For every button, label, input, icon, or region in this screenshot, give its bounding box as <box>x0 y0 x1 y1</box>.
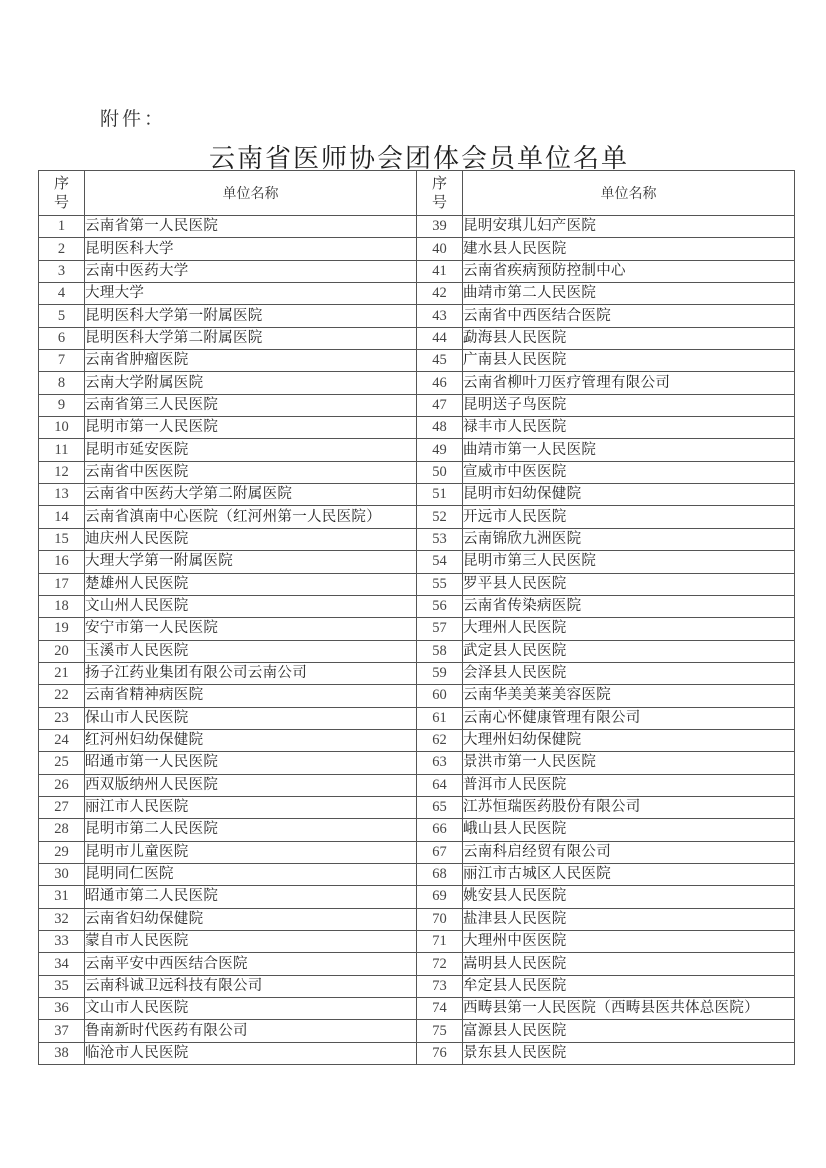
right-name-cell: 宣威市中医医院 <box>463 461 795 483</box>
left-seq-cell: 25 <box>39 752 85 774</box>
right-seq-cell: 56 <box>417 595 463 617</box>
left-name-cell: 云南科诚卫远科技有限公司 <box>85 975 417 997</box>
left-seq-cell: 18 <box>39 595 85 617</box>
left-seq-cell: 17 <box>39 573 85 595</box>
left-seq-cell: 24 <box>39 729 85 751</box>
right-seq-cell: 47 <box>417 394 463 416</box>
table-row <box>39 283 795 305</box>
right-seq-cell: 41 <box>417 260 463 282</box>
table-row <box>39 618 795 640</box>
attachment-label: 附件： <box>100 108 167 130</box>
left-name-cell: 昆明同仁医院 <box>85 863 417 885</box>
right-name-cell: 昆明安琪儿妇产医院 <box>463 216 795 238</box>
right-seq-cell: 54 <box>417 551 463 573</box>
left-name-cell: 云南省精神病医院 <box>85 685 417 707</box>
right-name-cell: 峨山县人民医院 <box>463 819 795 841</box>
right-seq-cell: 62 <box>417 729 463 751</box>
right-seq-cell: 67 <box>417 841 463 863</box>
left-name-cell: 昆明市第二人民医院 <box>85 819 417 841</box>
member-roster-table <box>38 170 795 1065</box>
table-row <box>39 417 795 439</box>
table-row <box>39 305 795 327</box>
left-seq-cell: 4 <box>39 283 85 305</box>
table-row <box>39 886 795 908</box>
right-name-cell: 昆明市第三人民医院 <box>463 551 795 573</box>
right-name-cell: 云南省中西医结合医院 <box>463 305 795 327</box>
left-seq-cell: 12 <box>39 461 85 483</box>
right-name-cell: 云南心怀健康管理有限公司 <box>463 707 795 729</box>
right-name-cell: 云南科启经贸有限公司 <box>463 841 795 863</box>
left-name-cell: 昭通市第一人民医院 <box>85 752 417 774</box>
right-name-cell: 广南县人民医院 <box>463 350 795 372</box>
right-seq-cell: 59 <box>417 662 463 684</box>
right-name-cell: 嵩明县人民医院 <box>463 953 795 975</box>
right-seq-cell: 72 <box>417 953 463 975</box>
right-name-cell: 云南省疾病预防控制中心 <box>463 260 795 282</box>
table-row <box>39 372 795 394</box>
left-seq-cell: 8 <box>39 372 85 394</box>
right-seq-cell: 75 <box>417 1020 463 1042</box>
left-name-cell: 昆明医科大学第一附属医院 <box>85 305 417 327</box>
left-name-cell: 昆明医科大学第二附属医院 <box>85 327 417 349</box>
left-seq-cell: 34 <box>39 953 85 975</box>
table-row <box>39 484 795 506</box>
left-seq-cell: 13 <box>39 484 85 506</box>
right-name-cell: 昆明市妇幼保健院 <box>463 484 795 506</box>
left-seq-cell: 10 <box>39 417 85 439</box>
table-row <box>39 394 795 416</box>
left-name-cell: 蒙自市人民医院 <box>85 931 417 953</box>
right-name-cell: 大理州中医医院 <box>463 931 795 953</box>
right-seq-cell: 71 <box>417 931 463 953</box>
table-row <box>39 551 795 573</box>
left-name-cell: 大理大学 <box>85 283 417 305</box>
right-seq-cell: 68 <box>417 863 463 885</box>
table-row <box>39 595 795 617</box>
left-seq-cell: 23 <box>39 707 85 729</box>
right-name-cell: 会泽县人民医院 <box>463 662 795 684</box>
right-seq-cell: 45 <box>417 350 463 372</box>
right-name-cell: 大理州人民医院 <box>463 618 795 640</box>
left-name-cell: 云南平安中西医结合医院 <box>85 953 417 975</box>
left-seq-cell: 15 <box>39 528 85 550</box>
left-seq-cell: 27 <box>39 796 85 818</box>
left-name-cell: 临沧市人民医院 <box>85 1042 417 1064</box>
left-name-cell: 扬子江药业集团有限公司云南公司 <box>85 662 417 684</box>
left-name-cell: 云南省中医药大学第二附属医院 <box>85 484 417 506</box>
right-seq-cell: 61 <box>417 707 463 729</box>
left-seq-cell: 11 <box>39 439 85 461</box>
left-name-cell: 昆明医科大学 <box>85 238 417 260</box>
right-name-cell: 禄丰市人民医院 <box>463 417 795 439</box>
right-seq-cell: 73 <box>417 975 463 997</box>
table-row <box>39 640 795 662</box>
table-row <box>39 841 795 863</box>
table-row <box>39 752 795 774</box>
left-name-cell: 丽江市人民医院 <box>85 796 417 818</box>
left-seq-cell: 28 <box>39 819 85 841</box>
table-row <box>39 796 795 818</box>
left-name-cell: 红河州妇幼保健院 <box>85 729 417 751</box>
table-row <box>39 819 795 841</box>
table-row <box>39 350 795 372</box>
left-seq-cell: 5 <box>39 305 85 327</box>
left-seq-cell: 38 <box>39 1042 85 1064</box>
right-name-cell: 曲靖市第一人民医院 <box>463 439 795 461</box>
right-seq-cell: 70 <box>417 908 463 930</box>
table-row <box>39 260 795 282</box>
right-seq-cell: 52 <box>417 506 463 528</box>
right-seq-cell: 53 <box>417 528 463 550</box>
table-row <box>39 729 795 751</box>
left-seq-cell: 19 <box>39 618 85 640</box>
table-row <box>39 439 795 461</box>
left-name-cell: 文山市人民医院 <box>85 998 417 1020</box>
right-seq-cell: 65 <box>417 796 463 818</box>
right-seq-cell: 39 <box>417 216 463 238</box>
right-name-cell: 建水县人民医院 <box>463 238 795 260</box>
left-name-cell: 云南省滇南中心医院（红河州第一人民医院） <box>85 506 417 528</box>
left-name-cell: 云南省中医医院 <box>85 461 417 483</box>
right-seq-cell: 42 <box>417 283 463 305</box>
right-seq-cell: 43 <box>417 305 463 327</box>
right-name-cell: 大理州妇幼保健院 <box>463 729 795 751</box>
document-title: 云南省医师协会团体会员单位名单 <box>208 144 629 174</box>
right-seq-cell: 58 <box>417 640 463 662</box>
right-seq-cell: 48 <box>417 417 463 439</box>
right-seq-cell: 60 <box>417 685 463 707</box>
left-seq-cell: 30 <box>39 863 85 885</box>
right-name-cell: 西畴县第一人民医院（西畴县医共体总医院） <box>463 998 795 1020</box>
right-seq-cell: 44 <box>417 327 463 349</box>
right-name-cell: 姚安县人民医院 <box>463 886 795 908</box>
right-name-cell: 云南华美美莱美容医院 <box>463 685 795 707</box>
table-row <box>39 908 795 930</box>
right-name-cell: 盐津县人民医院 <box>463 908 795 930</box>
left-name-cell: 云南大学附属医院 <box>85 372 417 394</box>
left-name-cell: 昭通市第二人民医院 <box>85 886 417 908</box>
table-row <box>39 863 795 885</box>
right-name-cell: 云南省柳叶刀医疗管理有限公司 <box>463 372 795 394</box>
left-seq-cell: 35 <box>39 975 85 997</box>
right-seq-cell: 66 <box>417 819 463 841</box>
table-row <box>39 573 795 595</box>
table-row <box>39 327 795 349</box>
left-seq-cell: 31 <box>39 886 85 908</box>
left-seq-cell: 33 <box>39 931 85 953</box>
table-row <box>39 975 795 997</box>
right-name-cell: 罗平县人民医院 <box>463 573 795 595</box>
right-name-cell: 牟定县人民医院 <box>463 975 795 997</box>
left-name-cell: 云南省肿瘤医院 <box>85 350 417 372</box>
left-seq-cell: 16 <box>39 551 85 573</box>
table-row <box>39 1042 795 1064</box>
right-name-cell: 景东县人民医院 <box>463 1042 795 1064</box>
table-body <box>39 216 795 1065</box>
column-header-seq-right: 序 号 <box>417 171 463 216</box>
table-row <box>39 662 795 684</box>
left-name-cell: 大理大学第一附属医院 <box>85 551 417 573</box>
right-seq-cell: 76 <box>417 1042 463 1064</box>
right-name-cell: 景洪市第一人民医院 <box>463 752 795 774</box>
right-name-cell: 昆明送子鸟医院 <box>463 394 795 416</box>
left-name-cell: 鲁南新时代医药有限公司 <box>85 1020 417 1042</box>
table-row <box>39 506 795 528</box>
right-name-cell: 武定县人民医院 <box>463 640 795 662</box>
left-name-cell: 文山州人民医院 <box>85 595 417 617</box>
left-name-cell: 昆明市儿童医院 <box>85 841 417 863</box>
left-seq-cell: 37 <box>39 1020 85 1042</box>
table-row <box>39 707 795 729</box>
left-name-cell: 云南省第一人民医院 <box>85 216 417 238</box>
table-row <box>39 1020 795 1042</box>
left-seq-cell: 3 <box>39 260 85 282</box>
table-row <box>39 685 795 707</box>
table-row <box>39 461 795 483</box>
right-seq-cell: 49 <box>417 439 463 461</box>
table-row <box>39 774 795 796</box>
left-seq-cell: 32 <box>39 908 85 930</box>
left-name-cell: 楚雄州人民医院 <box>85 573 417 595</box>
table-row <box>39 998 795 1020</box>
column-header-name-right: 单位名称 <box>463 171 795 216</box>
table-row <box>39 238 795 260</box>
right-name-cell: 江苏恒瑞医药股份有限公司 <box>463 796 795 818</box>
left-seq-cell: 6 <box>39 327 85 349</box>
column-header-name-left: 单位名称 <box>85 171 417 216</box>
table-row <box>39 528 795 550</box>
right-seq-cell: 57 <box>417 618 463 640</box>
left-seq-cell: 20 <box>39 640 85 662</box>
right-seq-cell: 69 <box>417 886 463 908</box>
right-name-cell: 勐海县人民医院 <box>463 327 795 349</box>
column-header-seq-left: 序 号 <box>39 171 85 216</box>
left-seq-cell: 29 <box>39 841 85 863</box>
right-name-cell: 普洱市人民医院 <box>463 774 795 796</box>
left-seq-cell: 2 <box>39 238 85 260</box>
left-seq-cell: 21 <box>39 662 85 684</box>
right-seq-cell: 46 <box>417 372 463 394</box>
right-name-cell: 丽江市古城区人民医院 <box>463 863 795 885</box>
right-seq-cell: 74 <box>417 998 463 1020</box>
right-seq-cell: 50 <box>417 461 463 483</box>
left-name-cell: 迪庆州人民医院 <box>85 528 417 550</box>
left-name-cell: 昆明市第一人民医院 <box>85 417 417 439</box>
left-seq-cell: 1 <box>39 216 85 238</box>
table-row <box>39 931 795 953</box>
left-seq-cell: 9 <box>39 394 85 416</box>
left-seq-cell: 26 <box>39 774 85 796</box>
left-name-cell: 昆明市延安医院 <box>85 439 417 461</box>
right-seq-cell: 55 <box>417 573 463 595</box>
right-name-cell: 开远市人民医院 <box>463 506 795 528</box>
right-name-cell: 云南省传染病医院 <box>463 595 795 617</box>
right-seq-cell: 64 <box>417 774 463 796</box>
right-seq-cell: 51 <box>417 484 463 506</box>
table-row <box>39 953 795 975</box>
left-name-cell: 云南省第三人民医院 <box>85 394 417 416</box>
right-seq-cell: 40 <box>417 238 463 260</box>
left-seq-cell: 36 <box>39 998 85 1020</box>
right-seq-cell: 63 <box>417 752 463 774</box>
right-name-cell: 曲靖市第二人民医院 <box>463 283 795 305</box>
table-header-row <box>39 171 795 216</box>
left-name-cell: 安宁市第一人民医院 <box>85 618 417 640</box>
left-name-cell: 西双版纳州人民医院 <box>85 774 417 796</box>
right-name-cell: 云南锦欣九洲医院 <box>463 528 795 550</box>
right-name-cell: 富源县人民医院 <box>463 1020 795 1042</box>
left-seq-cell: 22 <box>39 685 85 707</box>
left-name-cell: 云南中医药大学 <box>85 260 417 282</box>
table-row <box>39 216 795 238</box>
left-name-cell: 云南省妇幼保健院 <box>85 908 417 930</box>
left-seq-cell: 14 <box>39 506 85 528</box>
left-seq-cell: 7 <box>39 350 85 372</box>
left-name-cell: 保山市人民医院 <box>85 707 417 729</box>
left-name-cell: 玉溪市人民医院 <box>85 640 417 662</box>
